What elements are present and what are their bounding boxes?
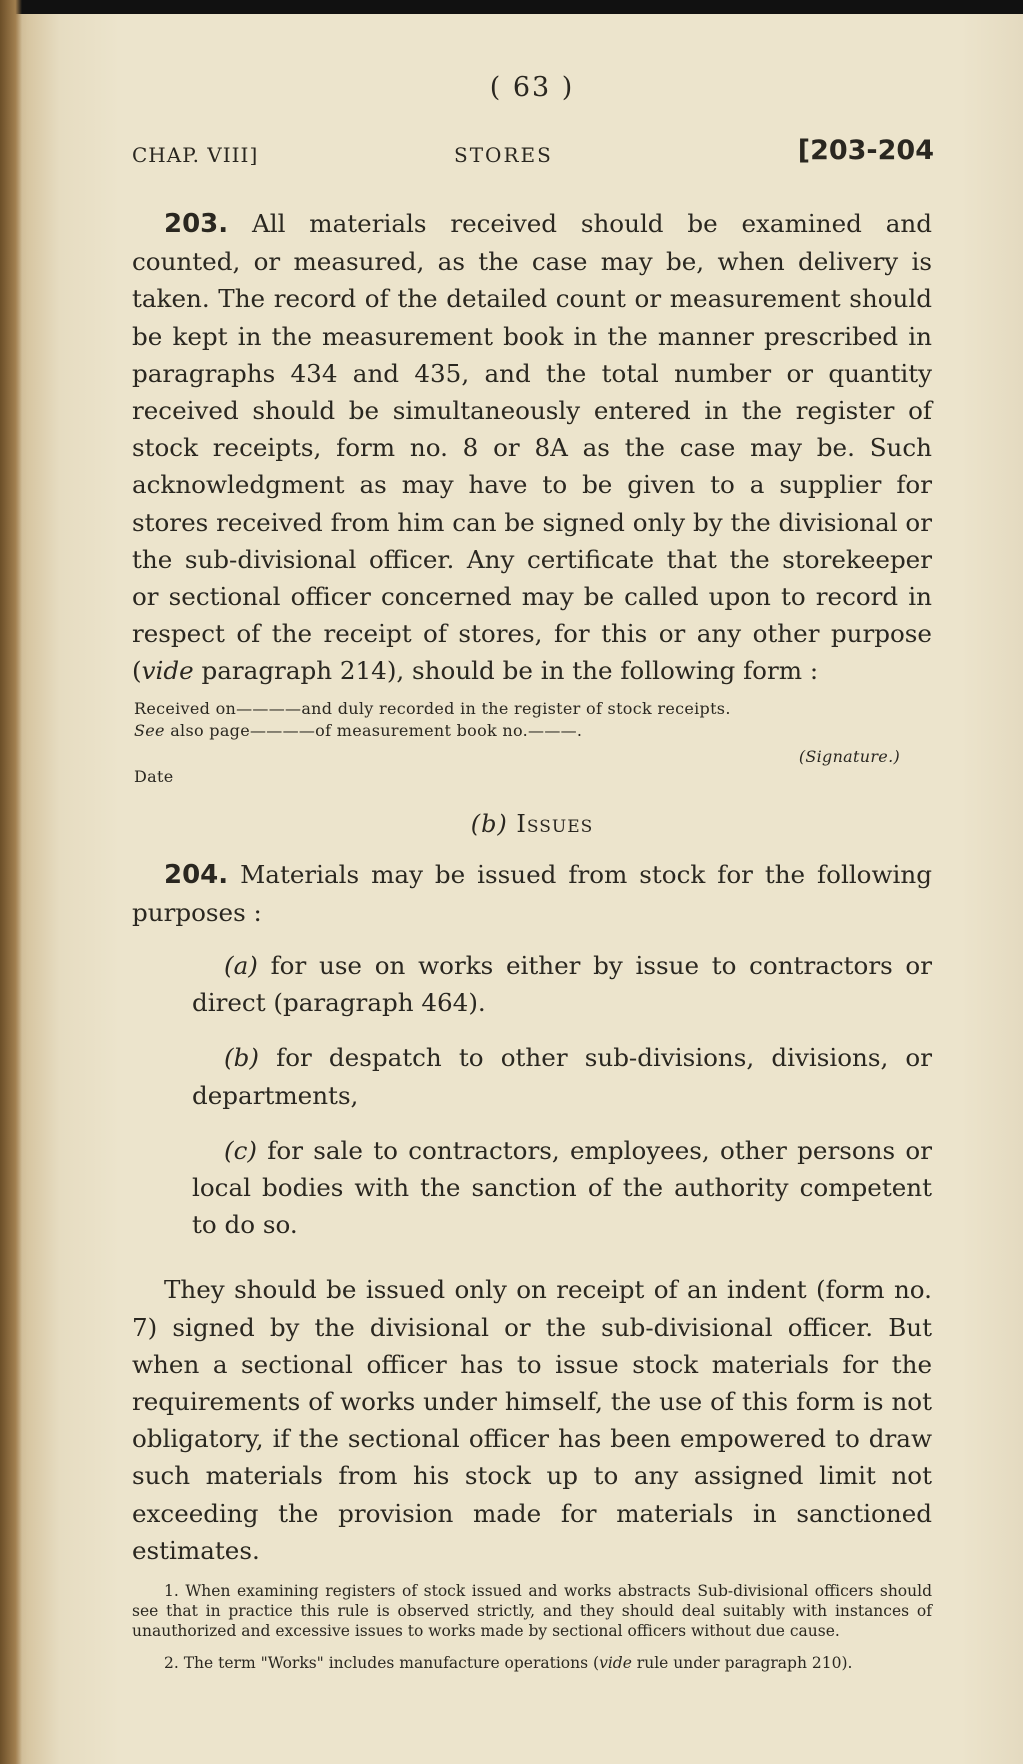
paragraph-indent-rule: They should be issued only on receipt of an indent (form no. 7) signed by the divisional or the sub-divisional officer. But when a sectional officer has to issue stock materials for the requirements of works under himself, the use of this form is not obligatory, if the sectional officer has been empowered to draw such materials from his stock up to any assigned limit not exceeding the provision made for materials in sanctioned estimates. <box>132 1275 932 1565</box>
scan-top-edge <box>0 0 1023 14</box>
certificate-form <box>132 698 932 788</box>
paragraph-text: All materials received should be examined and counted, or measured, as the case may be, when delivery is taken. The record of the detailed count or measurement should be kept in the measurement book in the manner prescribed in paragraphs 434 and 435, and the total number or quantity received should be simultaneously entered in the register of stock receipts, form no. 8 or 8A as the case may be. Such acknowledgment as may have to be given to a supplier for stores received from him can be signed only by the divisional or the sub-divisional officer. Any certificate that the storekeeper or sectional officer concerned may be called upon to record in respect of the receipt of stores, for this or any other purpose ( <box>132 209 932 686</box>
list-item-text: for use on works either by issue to contractors or direct (paragraph 464). <box>192 951 932 1018</box>
paragraph-text-end: paragraph 214), should be in the following form : <box>193 656 819 686</box>
footnote-2 <box>132 1653 932 1673</box>
list-item <box>192 947 932 1021</box>
paragraph-203 <box>132 205 932 690</box>
form-line-2-text: also page————of measurement book no.———. <box>164 720 583 740</box>
section-title: STORES <box>454 143 553 167</box>
list-item <box>192 1132 932 1244</box>
footnote-text: 2. The term "Works" includes manufacture operations ( <box>164 1654 600 1673</box>
page-content <box>132 60 932 1673</box>
vide-term: vide <box>141 656 194 686</box>
list-item-text: for despatch to other sub-divisions, divisions, or departments, <box>192 1043 932 1110</box>
form-date: Date <box>134 766 174 786</box>
form-signature: (Signature.) <box>798 746 900 766</box>
subheading-issues <box>132 810 932 838</box>
subheading-title: Issues <box>507 809 594 838</box>
list-item-label: (c) <box>224 1135 257 1165</box>
footnote-1: 1. When examining registers of stock issued and works abstracts Sub-divisional officers should see that in practice this rule is observed strictly, and they should deal suitably with instances of unauthorized and excessive issues to works made by sectional officers without due cause. <box>132 1582 932 1641</box>
paragraph-number: 204. <box>164 859 229 890</box>
vide-term: vide <box>599 1654 632 1673</box>
footnote-text-end: rule under paragraph 210). <box>631 1654 853 1673</box>
chapter-label: CHAP. VIII] <box>132 143 259 167</box>
paragraph-204 <box>132 856 932 931</box>
subheading-letter: (b) <box>470 809 508 838</box>
running-header <box>132 137 932 177</box>
scan-binding-edge <box>0 0 22 1764</box>
list-item-label: (b) <box>224 1043 259 1073</box>
paragraph-range: [203-204 <box>797 135 934 166</box>
paragraph-number: 203. <box>164 209 229 239</box>
form-line-1: Received on————and duly recorded in the register of stock receipts. <box>134 698 731 718</box>
form-line-2 <box>132 720 932 742</box>
paragraph-text: Materials may be issued from stock for the following purposes : <box>132 859 932 927</box>
page-number: ( 63 ) <box>489 72 575 103</box>
list-item <box>192 1039 932 1113</box>
list-item-text: for sale to contractors, employees, other persons or local bodies with the sanction of the authority competent to do so. <box>192 1135 932 1240</box>
list-item-label: (a) <box>224 951 258 981</box>
form-see: See <box>134 720 165 740</box>
